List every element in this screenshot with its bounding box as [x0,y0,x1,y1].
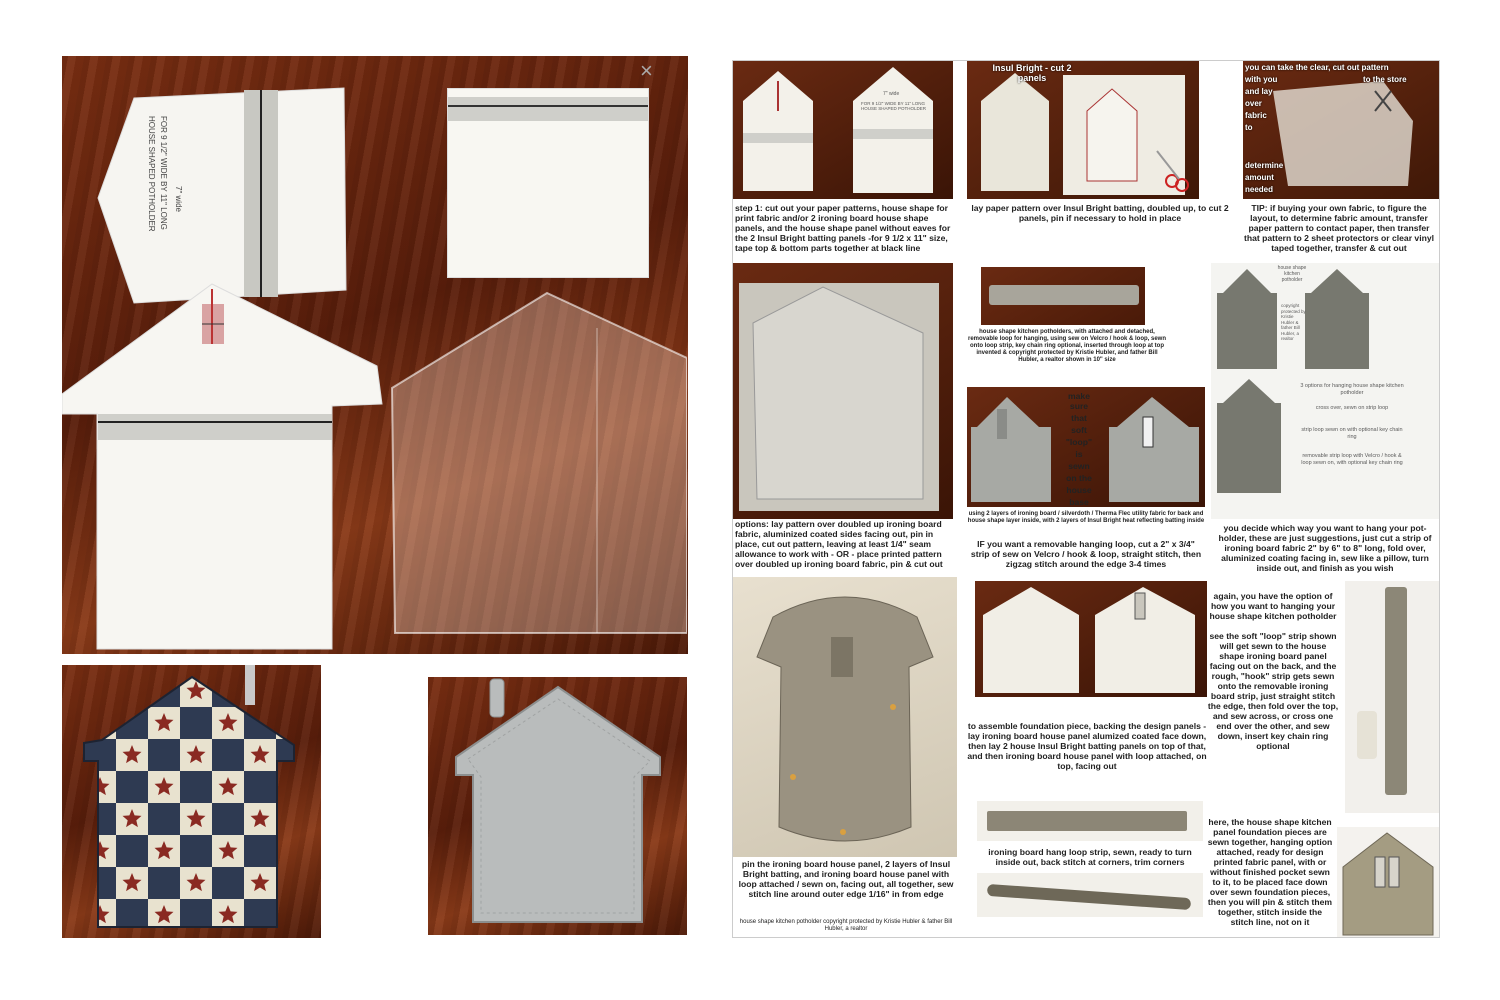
loop-label-9: house [1066,485,1092,495]
checker-square-light [276,707,308,739]
tip-overlay-6: fabric [1245,111,1267,120]
photo-hang-loop-strip [977,801,1203,841]
checker-square-dark [148,675,180,707]
tip-overlay-2: with you [1245,75,1278,84]
photo-turned-strip [977,873,1203,917]
photo-insul-bright [967,61,1199,199]
loop-label-7: sewn [1068,461,1090,471]
checker-square-dark [244,835,276,867]
caption-options: options: lay pattern over doubled up ironing board fabric, aluminized coated sides facing out, pin in place, cut out pattern, leaving at least 1/4" seam allowance to work with - OR - place printed pattern over doubled up ironing board fabric, pin & cut out [735,519,943,569]
checker-square-dark [276,803,308,835]
insul-bright-label: Insul Bright - cut 2 panels [992,63,1072,83]
caption-loops: house shape kitchen potholders, with attached and detached, removable loop for hanging, using sew on Velcro / hook & loop, sewn onto loop strip, key chain ring optional, inserted through loop at top invented & copyright protected by Kristie Hubler, and father Bill Hubler, a realtor shown in 10" size [967,329,1167,363]
star-icon [283,905,302,923]
pattern-heading-small: FOR 9 1/2" WIDE BY 11" LONG HOUSE SHAPED POTHOLDER [861,101,927,111]
loop-label-5: "loop" [1065,437,1093,447]
close-icon[interactable]: × [640,58,653,83]
hang-opt3: removable strip loop with Velcro / hook & loop sewn on, with optional key chain ring [1301,453,1403,466]
caption-footer-copyright: house shape kitchen potholder copyright protected by Kristie Hubler & father Bill Hubler, a realtor [739,919,953,932]
caption-pin: pin the ironing board house panel, 2 layers of Insul Bright batting, and ironing board house panel with loop attached / sewn on, facing out, all together, sew stitch line around outer edge 1/16" in from edge [738,859,954,899]
checker-square-light [276,771,308,803]
hang-opt2: strip loop sewn on with optional key chain ring [1301,427,1403,440]
pattern-width-small: 7" wide [883,91,900,97]
loop-label-3: that [1071,413,1087,423]
tip-overlay-3: to the store [1363,75,1407,84]
checker-square-light [276,835,308,867]
loop-label-4: soft [1071,425,1087,435]
caption-here: here, the house shape kitchen panel foundation pieces are sewn together, hanging option attached, ready for design printed fabric panel, with or without finished pocket sewn to it, to be placed face down over sewn foundation pieces, then you will pin & stitch them together, stitch inside the stitch line, not on it [1207,817,1333,927]
photo-sewn-foundation [1337,827,1439,937]
pattern-house-paper [62,274,392,654]
pattern-name-label: HOUSE SHAPED POTHOLDER [147,116,156,232]
loop-label-10: base [1069,497,1089,507]
caption-hang-loop: ironing board hang loop strip, sewn, ready to turn inside out, back stitch at corners, trim corners [988,847,1192,867]
photo-tip-vinyl [1243,61,1439,199]
tutorial-sheet [732,60,1440,938]
checker-square-dark [84,803,116,835]
checker-square-dark [84,867,116,899]
loop-label-2: sure [1069,401,1089,411]
star-icon [283,713,302,731]
checker-square-light [276,899,308,931]
star-icon [283,777,302,795]
checker-square-dark [276,867,308,899]
checker-square-dark [148,803,180,835]
tip-overlay-9: amount [1245,173,1274,182]
panel-hanging-options [1211,263,1439,519]
checker-square-light [116,675,148,707]
caption-decide: you decide which way you want to hang your pot-holder, these are just suggestions, just cut a strip of ironing board fabric 2" by 6" to 8" long, fold over, aluminized coating facing in, sew like a pillow, turn inside out, and finish as you wish [1218,523,1432,573]
photo-pattern-on-ironing-fabric [733,263,953,519]
checker-house-potholder [62,665,321,938]
caption-tip: TIP: if buying your own fabric, to figure the layout, to determine fabric amount, transfer paper pattern to contact paper, then transfer that pattern to 2 sheet protectors or clear vinyl taped together, transfer & cut out [1243,203,1435,253]
star-icon [123,681,142,699]
silver-house-potholder [428,677,687,935]
pattern-width-label: 7" wide [174,186,183,212]
tip-overlay-7: to [1245,123,1253,132]
checker-square-dark [212,739,244,771]
checker-square-dark [244,771,276,803]
photo-silver-potholder [428,677,687,935]
checker-square-dark [116,771,148,803]
checker-square-dark [116,835,148,867]
caption-layers: using 2 layers of ironing board / silverdoth / Therma Flec utility fabric for back and house shape layer inside, with 2 layers of Insul Bright heat reflecting batting inside [967,511,1205,524]
star-icon [91,713,110,731]
photo-loop-strip [981,267,1145,325]
loop-label-6: is [1075,449,1083,459]
tip-overlay-1: you can take the clear, cut out pattern [1245,63,1389,72]
checker-square-dark [180,835,212,867]
caption-assemble: to assemble foundation piece, backing the design panels - lay ironing board house panel alumized coated face down, then lay 2 house Insul Bright batting panels on top of that, and then ironing board house panel with loop attached, on top, facing out [967,721,1207,771]
caption-removable: IF you want a removable hanging loop, cut a 2" x 3/4" strip of sew on Velcro / hook & loop, straight stitch, then zigzag stitch around the edge 3-4 times [970,539,1202,569]
pattern-sheet-bottom [447,88,649,278]
checker-square-dark [180,771,212,803]
tip-overlay-5: over [1245,99,1262,108]
tip-overlay-10: needed [1245,185,1274,194]
caption-step1: step 1: cut out your paper patterns, house shape for print fabric and/or 2 ironing board house shape panels, and the house shape panel without eaves for the 2 Insul Bright batting panels -for 9 1/2 x 11" size, tape top & bottom parts together at black line [735,203,951,253]
pattern-clear-vinyl [387,288,687,638]
tip-overlay-4: and lay [1245,87,1273,96]
caption-again: again, you have the option of how you want to hanging your house shape kitchen potholder see the soft "loop" strip shown will get sewn to the house shape ironing board panel facing out on the back, and the rough, "hook" strip gets sewn onto the removable ironing board strip, just straight stitch the edge, then fold over the top, and sew across, or cross one end over the other, and sew down, insert key chain ring optional [1207,591,1339,751]
hang-title: house shape kitchen potholder [1277,265,1307,283]
checker-square-dark [84,675,116,707]
photo-pinned-panels [733,577,957,857]
checker-square-dark [180,707,212,739]
photo-foundation-panels [975,581,1207,697]
checker-square-dark [148,867,180,899]
checker-square-dark [84,739,116,771]
checker-square-dark [212,803,244,835]
hang-options-heading: 3 options for hanging house shape kitchen potholder [1300,383,1404,396]
photo-strip-and-pad [1345,581,1439,813]
checker-square-dark [276,675,308,707]
hang-copyright: copyright protected by Kristie Hubler & father Bill Hubler, a realtor [1281,303,1306,341]
checker-square-dark [212,867,244,899]
tip-overlay-8: determine [1245,161,1284,170]
star-icon [283,841,302,859]
loop-label-8: on the [1066,473,1092,483]
photo-patterns-on-table [62,56,688,654]
loop-label-1: make [1068,391,1090,401]
pattern-size-label: FOR 9 1/2" WIDE BY 11" LONG [159,116,168,230]
checker-square-dark [148,739,180,771]
caption-lay-pattern: lay paper pattern over Insul Bright batting, doubled up, to cut 2 panels, pin if necessary to hold in place [971,203,1229,223]
photo-step1-patterns [733,61,953,199]
hang-opt1: cross over, sewn on strip loop [1315,405,1389,411]
photo-checker-potholder [62,665,321,938]
